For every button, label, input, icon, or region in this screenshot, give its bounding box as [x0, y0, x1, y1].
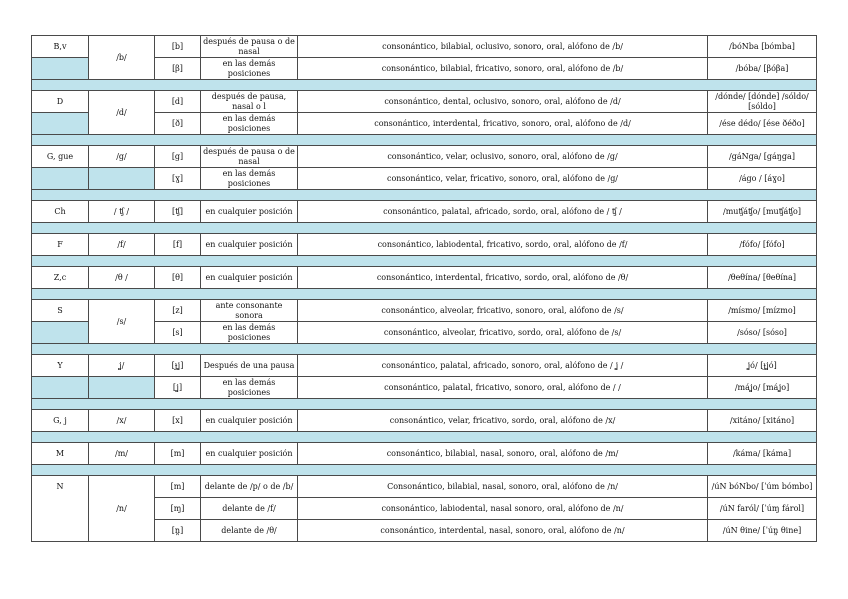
phoneme-cell: /f/ [89, 234, 155, 256]
context-cell: ante consonante sonora [201, 300, 298, 322]
description-cell: consonántico, dental, oclusivo, sonoro, oral, alófono de /d/ [298, 91, 708, 113]
example-cell: /xitáno/ [xitáno] [708, 410, 817, 432]
description-cell: consonántico, labiodental, nasal sonoro, oral, alófono de /n/ [298, 498, 708, 520]
allophone-cell: [x] [155, 410, 201, 432]
allophone-cell: [ʧ] [155, 201, 201, 223]
table-row [32, 146, 817, 168]
separator-row [32, 344, 817, 355]
allophone-cell: [b] [155, 36, 201, 58]
example-cell: /ése dédo/ [ése ðéðo] [708, 113, 817, 135]
context-cell: en las demás posiciones [201, 168, 298, 190]
allophone-cell: [β] [155, 58, 201, 80]
table-row [32, 168, 817, 190]
separator-band [32, 223, 817, 234]
context-cell: después de pausa o de nasal [201, 146, 298, 168]
example-cell: /úN bóNbo/ [ˈúm bómbo] [708, 476, 817, 498]
separator-row [32, 223, 817, 234]
description-cell: consonántico, velar, fricativo, sonoro, oral, alófono de /g/ [298, 168, 708, 190]
phonetics-table [31, 35, 817, 542]
table-row [32, 234, 817, 256]
separator-band [32, 432, 817, 443]
grapheme-cell-empty [32, 377, 89, 399]
separator-row [32, 289, 817, 300]
description-cell: consonántico, alveolar, fricativo, sordo, oral, alófono de /s/ [298, 322, 708, 344]
example-cell: /fófo/ [fófo] [708, 234, 817, 256]
table-row [32, 377, 817, 399]
description-cell: consonántico, bilabial, nasal, sonoro, oral, alófono de /m/ [298, 443, 708, 465]
description-cell: consonántico, velar, oclusivo, sonoro, oral, alófono de /g/ [298, 146, 708, 168]
example-cell: /káma/ [káma] [708, 443, 817, 465]
phoneme-cell: /x/ [89, 410, 155, 432]
phoneme-cell: /m/ [89, 443, 155, 465]
grapheme-cell-empty [32, 168, 89, 190]
grapheme-cell-empty [32, 58, 89, 80]
separator-row [32, 399, 817, 410]
table-row [32, 36, 817, 58]
phoneme-cell: /b/ [89, 36, 155, 80]
allophone-cell: [z] [155, 300, 201, 322]
context-cell: en cualquier posición [201, 410, 298, 432]
description-cell: consonántico, bilabial, fricativo, sonoro, oral, alófono de /b/ [298, 58, 708, 80]
table-row [32, 201, 817, 223]
example-cell: /muʧáʧo/ [muʧáʧo] [708, 201, 817, 223]
phoneme-cell: /s/ [89, 300, 155, 344]
description-cell: consonántico, labiodental, fricativo, sordo, oral, alófono de /f/ [298, 234, 708, 256]
description-cell: consonántico, palatal, africado, sordo, oral, alófono de / ʧ / [298, 201, 708, 223]
context-cell: delante de /θ/ [201, 520, 298, 542]
grapheme-cell: G, j [32, 410, 89, 432]
example-cell: /mísmo/ [mízmo] [708, 300, 817, 322]
context-cell: delante de /p/ o de /b/ [201, 476, 298, 498]
context-cell: en cualquier posición [201, 267, 298, 289]
separator-band [32, 344, 817, 355]
table-row [32, 355, 817, 377]
allophone-cell: [θ] [155, 267, 201, 289]
separator-row [32, 256, 817, 267]
grapheme-cell: G, gue [32, 146, 89, 168]
allophone-cell: [s] [155, 322, 201, 344]
grapheme-cell: Y [32, 355, 89, 377]
table-row [32, 300, 817, 322]
allophone-cell: [f] [155, 234, 201, 256]
context-cell: en las demás posiciones [201, 377, 298, 399]
phoneme-cell-empty [89, 168, 155, 190]
context-cell: después de pausa, nasal o l [201, 91, 298, 113]
description-cell: consonántico, palatal, africado, sonoro, oral, alófono de / ʝ / [298, 355, 708, 377]
description-cell: Consonántico, bilabial, nasal, sonoro, oral, alófono de /n/ [298, 476, 708, 498]
phoneme-cell: /g/ [89, 146, 155, 168]
description-cell: consonántico, interdental, fricativo, sonoro, oral, alófono de /d/ [298, 113, 708, 135]
allophone-cell: [ð] [155, 113, 201, 135]
allophone-cell: [m] [155, 443, 201, 465]
example-cell: /sóso/ [sóso] [708, 322, 817, 344]
context-cell: en cualquier posición [201, 443, 298, 465]
description-cell: consonántico, interdental, nasal, sonoro, oral, alófono de /n/ [298, 520, 708, 542]
grapheme-cell-empty [32, 322, 89, 344]
example-cell: /bóba/ [βóβa] [708, 58, 817, 80]
grapheme-cell: N [32, 476, 89, 542]
table-row [32, 443, 817, 465]
context-cell: en las demás posiciones [201, 322, 298, 344]
phoneme-cell: / ʧ / [89, 201, 155, 223]
context-cell: en las demás posiciones [201, 58, 298, 80]
example-cell: /gáNga/ [gáŋga] [708, 146, 817, 168]
context-cell: en cualquier posición [201, 201, 298, 223]
phoneme-cell: /d/ [89, 91, 155, 135]
separator-band [32, 465, 817, 476]
allophone-cell: [g] [155, 146, 201, 168]
separator-band [32, 289, 817, 300]
allophone-cell: [ɣ] [155, 168, 201, 190]
description-cell: consonántico, velar, fricativo, sordo, oral, alófono de /x/ [298, 410, 708, 432]
grapheme-cell-empty [32, 113, 89, 135]
grapheme-cell: Ch [32, 201, 89, 223]
description-cell: consonántico, bilabial, oclusivo, sonoro, oral, alófono de /b/ [298, 36, 708, 58]
table-row [32, 476, 817, 498]
example-cell: /ágo / [áɣo] [708, 168, 817, 190]
example-cell: /dónde/ [dónde] /sóldo/ [sóldo] [708, 91, 817, 113]
context-cell: en cualquier posición [201, 234, 298, 256]
description-cell: consonántico, alveolar, fricativo, sonoro, oral, alófono de /s/ [298, 300, 708, 322]
grapheme-cell: D [32, 91, 89, 113]
table-row [32, 410, 817, 432]
separator-row [32, 190, 817, 201]
description-cell: consonántico, palatal, fricativo, sonoro, oral, alófono de / / [298, 377, 708, 399]
context-cell: delante de /f/ [201, 498, 298, 520]
example-cell: /úN θine/ [ˈún̪ θine] [708, 520, 817, 542]
grapheme-cell: M [32, 443, 89, 465]
phoneme-cell-empty [89, 377, 155, 399]
context-cell: en las demás posiciones [201, 113, 298, 135]
separator-row [32, 135, 817, 146]
separator-row [32, 465, 817, 476]
example-cell: /θeθína/ [θeθína] [708, 267, 817, 289]
phoneme-cell: /n/ [89, 476, 155, 542]
allophone-cell: [ʝ] [155, 377, 201, 399]
allophone-cell: [ɟʝ] [155, 355, 201, 377]
table-row [32, 91, 817, 113]
example-cell: /úN faról/ [ˈúɱ fárol] [708, 498, 817, 520]
grapheme-cell: Z,c [32, 267, 89, 289]
allophone-cell: [m] [155, 476, 201, 498]
separator-band [32, 80, 817, 91]
separator-band [32, 399, 817, 410]
grapheme-cell: B,v [32, 36, 89, 58]
separator-band [32, 135, 817, 146]
allophone-cell: [n̪] [155, 520, 201, 542]
separator-row [32, 80, 817, 91]
example-cell: ʝó/ [ɟʝó] [708, 355, 817, 377]
description-cell: consonántico, interdental, fricativo, sordo, oral, alófono de /θ/ [298, 267, 708, 289]
grapheme-cell: S [32, 300, 89, 322]
context-cell: Después de una pausa [201, 355, 298, 377]
grapheme-cell: F [32, 234, 89, 256]
phoneme-cell: /θ / [89, 267, 155, 289]
allophone-cell: [d] [155, 91, 201, 113]
separator-row [32, 432, 817, 443]
allophone-cell: [ɱ] [155, 498, 201, 520]
example-cell: /bóNba [bómba] [708, 36, 817, 58]
example-cell: /máʝo/ [máʝo] [708, 377, 817, 399]
phoneme-cell: ʝ/ [89, 355, 155, 377]
separator-band [32, 190, 817, 201]
table-row [32, 267, 817, 289]
separator-band [32, 256, 817, 267]
context-cell: después de pausa o de nasal [201, 36, 298, 58]
